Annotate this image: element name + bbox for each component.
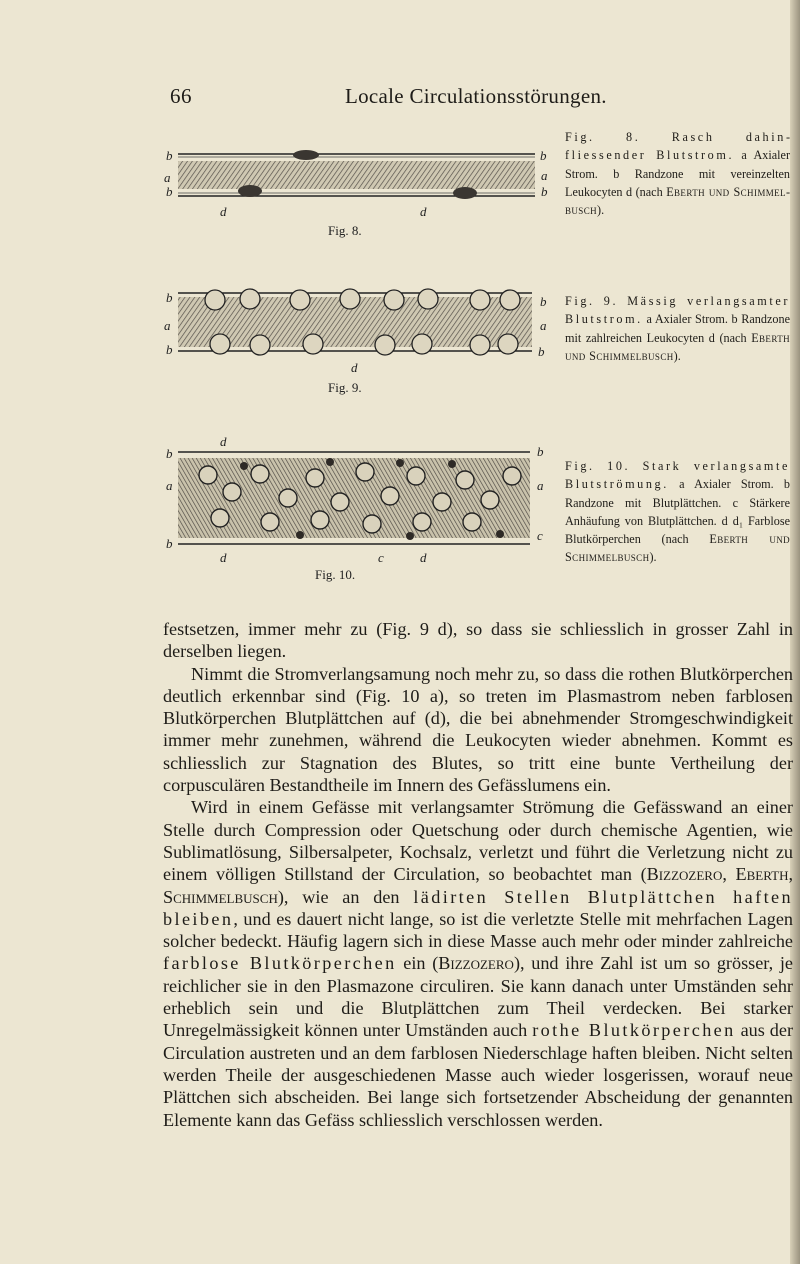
svg-text:d: d	[220, 550, 227, 565]
svg-text:b: b	[166, 446, 173, 461]
figure-10-caption	[565, 457, 790, 567]
svg-text:a: a	[164, 318, 171, 333]
p3-text-c: , und es dauert nicht lange, so ist die verletzte Stelle mit mehrfachen Lagen solcher bedeckt. Häufig lagern sich in diese Masse auch mehr oder minder zahlreiche	[163, 908, 793, 952]
svg-text:b: b	[538, 344, 545, 359]
fig9-caption-text: a Axialer Strom. b Randzone mit zahlreichen Leukocyten d (nach	[565, 312, 791, 345]
paragraph-3	[163, 796, 793, 1130]
p3-spaced-1: lädirten Stellen Blutplättchen haften bleiben	[163, 886, 793, 929]
svg-text:a: a	[541, 168, 548, 183]
p3-author-2: Bizzozero	[438, 953, 514, 974]
svg-text:b: b	[541, 184, 548, 199]
figure-9-caption	[565, 292, 790, 365]
fig8-letter-b-top-left: b	[166, 148, 173, 163]
figure-8-drawing	[164, 148, 548, 238]
svg-text:a: a	[537, 478, 544, 493]
fig10-caption-authors: Eberth und Schimmelbusch	[565, 532, 791, 565]
p3-text-b: ), wie an den	[277, 886, 414, 907]
fig9-caption-authors: Eberth und Schimmelbusch	[565, 330, 790, 363]
svg-text:a: a	[166, 478, 173, 493]
svg-text:b: b	[166, 184, 173, 199]
paragraph-2: Nimmt die Stromverlangsamung noch mehr zu, so dass die rothen Blutkörperchen deutlich erkennbar sind (Fig. 10 a), so treten im Plasmastrom neben farblosen Blutkörperchen Blutplättchen auf (d), die bei abnehmender Stromgeschwindigkeit immer mehr zunehmen, während die Leukocyten wieder abnehmen. Kommt es schliesslich zur Stagnation des Blutes, so tritt eine bunte Vertheilung der corpusculären Bestandtheile im Innern des Gefässlumens ein.	[163, 663, 793, 796]
svg-text:b: b	[166, 536, 173, 551]
fig8-label: Fig. 8.	[328, 223, 362, 238]
p3-text-e: ), und ihre Zahl ist um so grösser, je reichlicher sie in den Plasmazone circuliren. Sie kann danach unter Umständen sehr erheblich sein und die Blutplättchen zum Theil verdecken. Bei starker Unregelmässigkeit können unter Umständen auch	[163, 953, 793, 1041]
p3-spaced-3: rothe Blutkörperchen	[532, 1020, 736, 1041]
fig10-caption-title: Fig. 10. Stark verlangsamte Blutströmung.	[565, 459, 790, 492]
fig8-caption-end: ).	[597, 203, 605, 218]
fig9-label: Fig. 9.	[328, 380, 362, 395]
p3-text-d: ein (	[396, 953, 439, 974]
fig10-caption-text: a Axialer Strom. b Randzone mit Blutplättchen. c Stärkere Anhäufung von Blutplättchen. d d₁ Farblose Blutkörperchen (nach	[565, 477, 791, 547]
svg-text:b: b	[537, 444, 544, 459]
svg-text:d: d	[420, 204, 427, 219]
fig9-caption-end: ).	[673, 348, 681, 363]
fig8-caption-authors: Eberth und Schimmelbusch	[565, 184, 791, 218]
fig10-caption-end: ).	[649, 550, 657, 565]
svg-text:b: b	[540, 148, 547, 163]
svg-text:d: d	[351, 360, 358, 375]
svg-text:b: b	[540, 294, 547, 309]
fig8-caption-title: Fig. 8. Rasch dahinfliessender Blutstrom.	[565, 130, 790, 163]
svg-text:c: c	[378, 550, 384, 565]
svg-text:d: d	[220, 204, 227, 219]
page-header	[170, 84, 690, 112]
p3-text-f: aus der Circulation austreten und an dem farblosen Niederschlage haften bleiben. Nicht selten werden Theile der ausgeschiedenen Masse auch wieder losgerissen, worauf neue Plättchen sich abscheiden. Bei lange sich fortsetzender Abscheidung der genannten Elemente kann das Gefäss schliesslich verschlossen werden.	[163, 1020, 794, 1130]
svg-text:a: a	[540, 318, 547, 333]
fig10-label: Fig. 10.	[315, 567, 356, 582]
running-head: Locale Circulationsstörungen.	[345, 84, 607, 108]
svg-text:b: b	[166, 290, 173, 305]
figure-9-drawing	[164, 289, 547, 395]
paragraph-1: festsetzen, immer mehr zu (Fig. 9 d), so dass sie schliesslich in grosser Zahl in derselben liegen.	[163, 619, 793, 662]
fig8-caption-text: a Axialer Strom. b Randzone mit vereinzelten Leukocyten d (nach	[565, 148, 791, 199]
figure-8-caption	[565, 128, 790, 219]
body-text	[163, 618, 793, 1131]
fig9-caption-title: Fig. 9. Mässig verlangsamter Blutstrom.	[565, 294, 790, 327]
p3-text-a: Wird in einem Gefässe mit verlangsamter Strömung die Gefässwand an einer Stelle durch Compression oder Quetschung oder durch chemische Agentien, wie Sublimatlösung, Silbersalpeter, Kochsalz, verletzt und führt die Verletzung nicht zu einem völligen Stillstand der Circulation, so beobachtet man (	[163, 797, 793, 885]
p3-authors: Bizzozero, Eberth, Schimmelbusch	[163, 864, 794, 907]
svg-text:d: d	[420, 550, 427, 565]
figure-10-drawing	[166, 434, 544, 582]
figures-illustration	[160, 130, 555, 620]
svg-text:d: d	[220, 434, 227, 449]
svg-text:b: b	[166, 342, 173, 357]
p3-spaced-2: farblose Blutkörperchen	[163, 953, 397, 974]
page-number: 66	[170, 84, 192, 108]
svg-text:a: a	[164, 170, 171, 185]
svg-text:c: c	[537, 528, 543, 543]
